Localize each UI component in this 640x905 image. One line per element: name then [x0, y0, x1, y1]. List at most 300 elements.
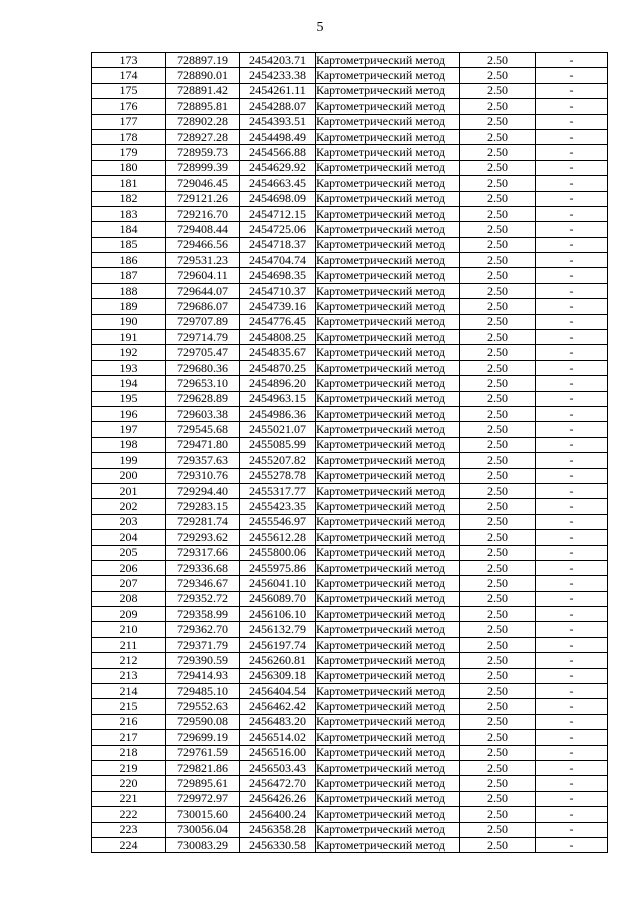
- description-cell: -: [536, 222, 608, 237]
- accuracy-cell: 2.50: [460, 791, 536, 806]
- accuracy-cell: 2.50: [460, 684, 536, 699]
- method-cell: Картометрический метод: [316, 514, 460, 529]
- point-number-cell: 214: [92, 684, 166, 699]
- y-coordinate-cell: 2456400.24: [240, 807, 316, 822]
- description-cell: -: [536, 53, 608, 68]
- table-row: [92, 391, 608, 406]
- point-number-cell: 191: [92, 330, 166, 345]
- table-row: [92, 345, 608, 360]
- method-cell: Картометрический метод: [316, 299, 460, 314]
- method-cell: Картометрический метод: [316, 807, 460, 822]
- table-row: [92, 622, 608, 637]
- accuracy-cell: 2.50: [460, 530, 536, 545]
- description-cell: -: [536, 191, 608, 206]
- x-coordinate-cell: 729604.11: [166, 268, 240, 283]
- method-cell: Картометрический метод: [316, 530, 460, 545]
- method-cell: Картометрический метод: [316, 637, 460, 652]
- y-coordinate-cell: 2455546.97: [240, 514, 316, 529]
- y-coordinate-cell: 2454986.36: [240, 406, 316, 421]
- coordinates-table-body: [92, 53, 608, 853]
- accuracy-cell: 2.50: [460, 114, 536, 129]
- accuracy-cell: 2.50: [460, 268, 536, 283]
- point-number-cell: 177: [92, 114, 166, 129]
- x-coordinate-cell: 729294.40: [166, 483, 240, 498]
- point-number-cell: 202: [92, 499, 166, 514]
- accuracy-cell: 2.50: [460, 591, 536, 606]
- y-coordinate-cell: 2454725.06: [240, 222, 316, 237]
- accuracy-cell: 2.50: [460, 376, 536, 391]
- y-coordinate-cell: 2456472.70: [240, 776, 316, 791]
- x-coordinate-cell: 728902.28: [166, 114, 240, 129]
- description-cell: -: [536, 453, 608, 468]
- accuracy-cell: 2.50: [460, 191, 536, 206]
- table-row: [92, 653, 608, 668]
- description-cell: -: [536, 360, 608, 375]
- x-coordinate-cell: 729628.89: [166, 391, 240, 406]
- method-cell: Картометрический метод: [316, 53, 460, 68]
- table-row: [92, 637, 608, 652]
- description-cell: -: [536, 68, 608, 83]
- description-cell: -: [536, 730, 608, 745]
- table-row: [92, 129, 608, 144]
- x-coordinate-cell: 729346.67: [166, 576, 240, 591]
- method-cell: Картометрический метод: [316, 483, 460, 498]
- x-coordinate-cell: 728895.81: [166, 99, 240, 114]
- table-row: [92, 776, 608, 791]
- x-coordinate-cell: 729466.56: [166, 237, 240, 252]
- point-number-cell: 219: [92, 760, 166, 775]
- table-row: [92, 191, 608, 206]
- point-number-cell: 211: [92, 637, 166, 652]
- x-coordinate-cell: 728890.01: [166, 68, 240, 83]
- accuracy-cell: 2.50: [460, 760, 536, 775]
- point-number-cell: 189: [92, 299, 166, 314]
- point-number-cell: 209: [92, 607, 166, 622]
- accuracy-cell: 2.50: [460, 545, 536, 560]
- table-row: [92, 730, 608, 745]
- point-number-cell: 223: [92, 822, 166, 837]
- y-coordinate-cell: 2454835.67: [240, 345, 316, 360]
- method-cell: Картометрический метод: [316, 129, 460, 144]
- y-coordinate-cell: 2456197.74: [240, 637, 316, 652]
- description-cell: -: [536, 653, 608, 668]
- accuracy-cell: 2.50: [460, 453, 536, 468]
- x-coordinate-cell: 729972.97: [166, 791, 240, 806]
- method-cell: Картометрический метод: [316, 607, 460, 622]
- point-number-cell: 193: [92, 360, 166, 375]
- x-coordinate-cell: 729699.19: [166, 730, 240, 745]
- y-coordinate-cell: 2455207.82: [240, 453, 316, 468]
- accuracy-cell: 2.50: [460, 637, 536, 652]
- y-coordinate-cell: 2456041.10: [240, 576, 316, 591]
- y-coordinate-cell: 2454698.35: [240, 268, 316, 283]
- method-cell: Картометрический метод: [316, 68, 460, 83]
- method-cell: Картометрический метод: [316, 422, 460, 437]
- point-number-cell: 217: [92, 730, 166, 745]
- method-cell: Картометрический метод: [316, 776, 460, 791]
- table-row: [92, 483, 608, 498]
- table-row: [92, 791, 608, 806]
- y-coordinate-cell: 2454203.71: [240, 53, 316, 68]
- x-coordinate-cell: 729895.61: [166, 776, 240, 791]
- x-coordinate-cell: 729336.68: [166, 560, 240, 575]
- method-cell: Картометрический метод: [316, 822, 460, 837]
- table-row: [92, 684, 608, 699]
- y-coordinate-cell: 2454896.20: [240, 376, 316, 391]
- point-number-cell: 201: [92, 483, 166, 498]
- accuracy-cell: 2.50: [460, 160, 536, 175]
- table-row: [92, 330, 608, 345]
- point-number-cell: 216: [92, 714, 166, 729]
- description-cell: -: [536, 668, 608, 683]
- y-coordinate-cell: 2454498.49: [240, 129, 316, 144]
- table-row: [92, 406, 608, 421]
- y-coordinate-cell: 2456089.70: [240, 591, 316, 606]
- point-number-cell: 205: [92, 545, 166, 560]
- accuracy-cell: 2.50: [460, 206, 536, 221]
- table-row: [92, 53, 608, 68]
- method-cell: Картометрический метод: [316, 437, 460, 452]
- accuracy-cell: 2.50: [460, 283, 536, 298]
- accuracy-cell: 2.50: [460, 83, 536, 98]
- coordinates-table: [91, 52, 608, 853]
- x-coordinate-cell: 729317.66: [166, 545, 240, 560]
- description-cell: -: [536, 391, 608, 406]
- y-coordinate-cell: 2454288.07: [240, 99, 316, 114]
- description-cell: -: [536, 99, 608, 114]
- description-cell: -: [536, 807, 608, 822]
- method-cell: Картометрический метод: [316, 314, 460, 329]
- method-cell: Картометрический метод: [316, 268, 460, 283]
- x-coordinate-cell: 729414.93: [166, 668, 240, 683]
- page-number: 5: [316, 20, 324, 35]
- method-cell: Картометрический метод: [316, 560, 460, 575]
- table-row: [92, 176, 608, 191]
- point-number-cell: 179: [92, 145, 166, 160]
- x-coordinate-cell: 728999.39: [166, 160, 240, 175]
- x-coordinate-cell: 729531.23: [166, 253, 240, 268]
- point-number-cell: 221: [92, 791, 166, 806]
- table-row: [92, 422, 608, 437]
- table-row: [92, 145, 608, 160]
- x-coordinate-cell: 729310.76: [166, 468, 240, 483]
- x-coordinate-cell: 729357.63: [166, 453, 240, 468]
- accuracy-cell: 2.50: [460, 837, 536, 852]
- y-coordinate-cell: 2454566.88: [240, 145, 316, 160]
- x-coordinate-cell: 729358.99: [166, 607, 240, 622]
- y-coordinate-cell: 2454261.11: [240, 83, 316, 98]
- accuracy-cell: 2.50: [460, 576, 536, 591]
- method-cell: Картометрический метод: [316, 283, 460, 298]
- y-coordinate-cell: 2456462.42: [240, 699, 316, 714]
- table-row: [92, 237, 608, 252]
- accuracy-cell: 2.50: [460, 176, 536, 191]
- description-cell: -: [536, 114, 608, 129]
- x-coordinate-cell: 729653.10: [166, 376, 240, 391]
- description-cell: -: [536, 376, 608, 391]
- y-coordinate-cell: 2456330.58: [240, 837, 316, 852]
- accuracy-cell: 2.50: [460, 422, 536, 437]
- point-number-cell: 180: [92, 160, 166, 175]
- description-cell: -: [536, 684, 608, 699]
- x-coordinate-cell: 728927.28: [166, 129, 240, 144]
- accuracy-cell: 2.50: [460, 145, 536, 160]
- table-row: [92, 206, 608, 221]
- method-cell: Картометрический метод: [316, 837, 460, 852]
- description-cell: -: [536, 206, 608, 221]
- table-row: [92, 699, 608, 714]
- description-cell: -: [536, 422, 608, 437]
- table-row: [92, 160, 608, 175]
- accuracy-cell: 2.50: [460, 468, 536, 483]
- accuracy-cell: 2.50: [460, 437, 536, 452]
- description-cell: -: [536, 499, 608, 514]
- method-cell: Картометрический метод: [316, 376, 460, 391]
- point-number-cell: 190: [92, 314, 166, 329]
- x-coordinate-cell: 729590.08: [166, 714, 240, 729]
- table-row: [92, 314, 608, 329]
- description-cell: -: [536, 330, 608, 345]
- method-cell: Картометрический метод: [316, 345, 460, 360]
- y-coordinate-cell: 2456106.10: [240, 607, 316, 622]
- point-number-cell: 208: [92, 591, 166, 606]
- description-cell: -: [536, 468, 608, 483]
- method-cell: Картометрический метод: [316, 253, 460, 268]
- x-coordinate-cell: 729371.79: [166, 637, 240, 652]
- table-row: [92, 268, 608, 283]
- point-number-cell: 188: [92, 283, 166, 298]
- description-cell: -: [536, 530, 608, 545]
- table-row: [92, 745, 608, 760]
- description-cell: -: [536, 253, 608, 268]
- x-coordinate-cell: 728897.19: [166, 53, 240, 68]
- point-number-cell: 186: [92, 253, 166, 268]
- table-row: [92, 99, 608, 114]
- accuracy-cell: 2.50: [460, 668, 536, 683]
- accuracy-cell: 2.50: [460, 514, 536, 529]
- accuracy-cell: 2.50: [460, 237, 536, 252]
- description-cell: -: [536, 576, 608, 591]
- table-row: [92, 283, 608, 298]
- point-number-cell: 213: [92, 668, 166, 683]
- accuracy-cell: 2.50: [460, 776, 536, 791]
- method-cell: Картометрический метод: [316, 714, 460, 729]
- table-row: [92, 760, 608, 775]
- x-coordinate-cell: 729408.44: [166, 222, 240, 237]
- x-coordinate-cell: 729390.59: [166, 653, 240, 668]
- description-cell: -: [536, 622, 608, 637]
- description-cell: -: [536, 745, 608, 760]
- accuracy-cell: 2.50: [460, 53, 536, 68]
- description-cell: -: [536, 483, 608, 498]
- table-row: [92, 299, 608, 314]
- y-coordinate-cell: 2454776.45: [240, 314, 316, 329]
- description-cell: -: [536, 776, 608, 791]
- point-number-cell: 183: [92, 206, 166, 221]
- accuracy-cell: 2.50: [460, 406, 536, 421]
- x-coordinate-cell: 729471.80: [166, 437, 240, 452]
- accuracy-cell: 2.50: [460, 299, 536, 314]
- x-coordinate-cell: 729552.63: [166, 699, 240, 714]
- description-cell: -: [536, 160, 608, 175]
- point-number-cell: 195: [92, 391, 166, 406]
- method-cell: Картометрический метод: [316, 468, 460, 483]
- y-coordinate-cell: 2456309.18: [240, 668, 316, 683]
- accuracy-cell: 2.50: [460, 129, 536, 144]
- accuracy-cell: 2.50: [460, 391, 536, 406]
- table-row: [92, 714, 608, 729]
- y-coordinate-cell: 2456132.79: [240, 622, 316, 637]
- y-coordinate-cell: 2455423.35: [240, 499, 316, 514]
- y-coordinate-cell: 2454718.37: [240, 237, 316, 252]
- table-row: [92, 807, 608, 822]
- y-coordinate-cell: 2455612.28: [240, 530, 316, 545]
- y-coordinate-cell: 2456426.26: [240, 791, 316, 806]
- y-coordinate-cell: 2455021.07: [240, 422, 316, 437]
- method-cell: Картометрический метод: [316, 760, 460, 775]
- y-coordinate-cell: 2455278.78: [240, 468, 316, 483]
- accuracy-cell: 2.50: [460, 483, 536, 498]
- table-row: [92, 453, 608, 468]
- description-cell: -: [536, 822, 608, 837]
- method-cell: Картометрический метод: [316, 622, 460, 637]
- description-cell: -: [536, 591, 608, 606]
- point-number-cell: 200: [92, 468, 166, 483]
- x-coordinate-cell: 729352.72: [166, 591, 240, 606]
- y-coordinate-cell: 2455317.77: [240, 483, 316, 498]
- table-row: [92, 360, 608, 375]
- x-coordinate-cell: 729761.59: [166, 745, 240, 760]
- point-number-cell: 215: [92, 699, 166, 714]
- method-cell: Картометрический метод: [316, 99, 460, 114]
- accuracy-cell: 2.50: [460, 360, 536, 375]
- method-cell: Картометрический метод: [316, 83, 460, 98]
- x-coordinate-cell: 728959.73: [166, 145, 240, 160]
- table-row: [92, 83, 608, 98]
- accuracy-cell: 2.50: [460, 99, 536, 114]
- x-coordinate-cell: 729705.47: [166, 345, 240, 360]
- point-number-cell: 174: [92, 68, 166, 83]
- method-cell: Картометрический метод: [316, 206, 460, 221]
- method-cell: Картометрический метод: [316, 653, 460, 668]
- description-cell: -: [536, 237, 608, 252]
- accuracy-cell: 2.50: [460, 345, 536, 360]
- accuracy-cell: 2.50: [460, 745, 536, 760]
- x-coordinate-cell: 729680.36: [166, 360, 240, 375]
- point-number-cell: 212: [92, 653, 166, 668]
- accuracy-cell: 2.50: [460, 822, 536, 837]
- description-cell: -: [536, 607, 608, 622]
- point-number-cell: 197: [92, 422, 166, 437]
- table-row: [92, 376, 608, 391]
- table-row: [92, 837, 608, 852]
- point-number-cell: 199: [92, 453, 166, 468]
- method-cell: Картометрический метод: [316, 237, 460, 252]
- y-coordinate-cell: 2454739.16: [240, 299, 316, 314]
- table-row: [92, 114, 608, 129]
- accuracy-cell: 2.50: [460, 699, 536, 714]
- table-row: [92, 253, 608, 268]
- table-row: [92, 514, 608, 529]
- description-cell: -: [536, 760, 608, 775]
- point-number-cell: 203: [92, 514, 166, 529]
- method-cell: Картометрический метод: [316, 114, 460, 129]
- table-row: [92, 499, 608, 514]
- x-coordinate-cell: 729714.79: [166, 330, 240, 345]
- y-coordinate-cell: 2455085.99: [240, 437, 316, 452]
- method-cell: Картометрический метод: [316, 191, 460, 206]
- description-cell: -: [536, 714, 608, 729]
- y-coordinate-cell: 2454698.09: [240, 191, 316, 206]
- description-cell: -: [536, 437, 608, 452]
- x-coordinate-cell: 729283.15: [166, 499, 240, 514]
- y-coordinate-cell: 2454704.74: [240, 253, 316, 268]
- method-cell: Картометрический метод: [316, 391, 460, 406]
- y-coordinate-cell: 2456260.81: [240, 653, 316, 668]
- point-number-cell: 187: [92, 268, 166, 283]
- method-cell: Картометрический метод: [316, 699, 460, 714]
- point-number-cell: 206: [92, 560, 166, 575]
- y-coordinate-cell: 2454870.25: [240, 360, 316, 375]
- description-cell: -: [536, 699, 608, 714]
- description-cell: -: [536, 791, 608, 806]
- point-number-cell: 204: [92, 530, 166, 545]
- description-cell: -: [536, 176, 608, 191]
- description-cell: -: [536, 560, 608, 575]
- y-coordinate-cell: 2455800.06: [240, 545, 316, 560]
- method-cell: Картометрический метод: [316, 176, 460, 191]
- x-coordinate-cell: 729293.62: [166, 530, 240, 545]
- table-row: [92, 222, 608, 237]
- description-cell: -: [536, 345, 608, 360]
- x-coordinate-cell: 729545.68: [166, 422, 240, 437]
- method-cell: Картометрический метод: [316, 684, 460, 699]
- description-cell: -: [536, 545, 608, 560]
- table-row: [92, 437, 608, 452]
- y-coordinate-cell: 2455975.86: [240, 560, 316, 575]
- x-coordinate-cell: 729686.07: [166, 299, 240, 314]
- point-number-cell: 192: [92, 345, 166, 360]
- method-cell: Картометрический метод: [316, 453, 460, 468]
- point-number-cell: 222: [92, 807, 166, 822]
- table-row: [92, 576, 608, 591]
- method-cell: Картометрический метод: [316, 330, 460, 345]
- method-cell: Картометрический метод: [316, 668, 460, 683]
- method-cell: Картометрический метод: [316, 545, 460, 560]
- description-cell: -: [536, 145, 608, 160]
- accuracy-cell: 2.50: [460, 330, 536, 345]
- method-cell: Картометрический метод: [316, 406, 460, 421]
- description-cell: -: [536, 268, 608, 283]
- description-cell: -: [536, 837, 608, 852]
- point-number-cell: 218: [92, 745, 166, 760]
- method-cell: Картометрический метод: [316, 745, 460, 760]
- y-coordinate-cell: 2454808.25: [240, 330, 316, 345]
- y-coordinate-cell: 2456358.28: [240, 822, 316, 837]
- description-cell: -: [536, 406, 608, 421]
- y-coordinate-cell: 2456483.20: [240, 714, 316, 729]
- table-row: [92, 607, 608, 622]
- accuracy-cell: 2.50: [460, 68, 536, 83]
- accuracy-cell: 2.50: [460, 314, 536, 329]
- x-coordinate-cell: 729644.07: [166, 283, 240, 298]
- method-cell: Картометрический метод: [316, 160, 460, 175]
- method-cell: Картометрический метод: [316, 360, 460, 375]
- table-row: [92, 822, 608, 837]
- x-coordinate-cell: 729485.10: [166, 684, 240, 699]
- accuracy-cell: 2.50: [460, 807, 536, 822]
- accuracy-cell: 2.50: [460, 607, 536, 622]
